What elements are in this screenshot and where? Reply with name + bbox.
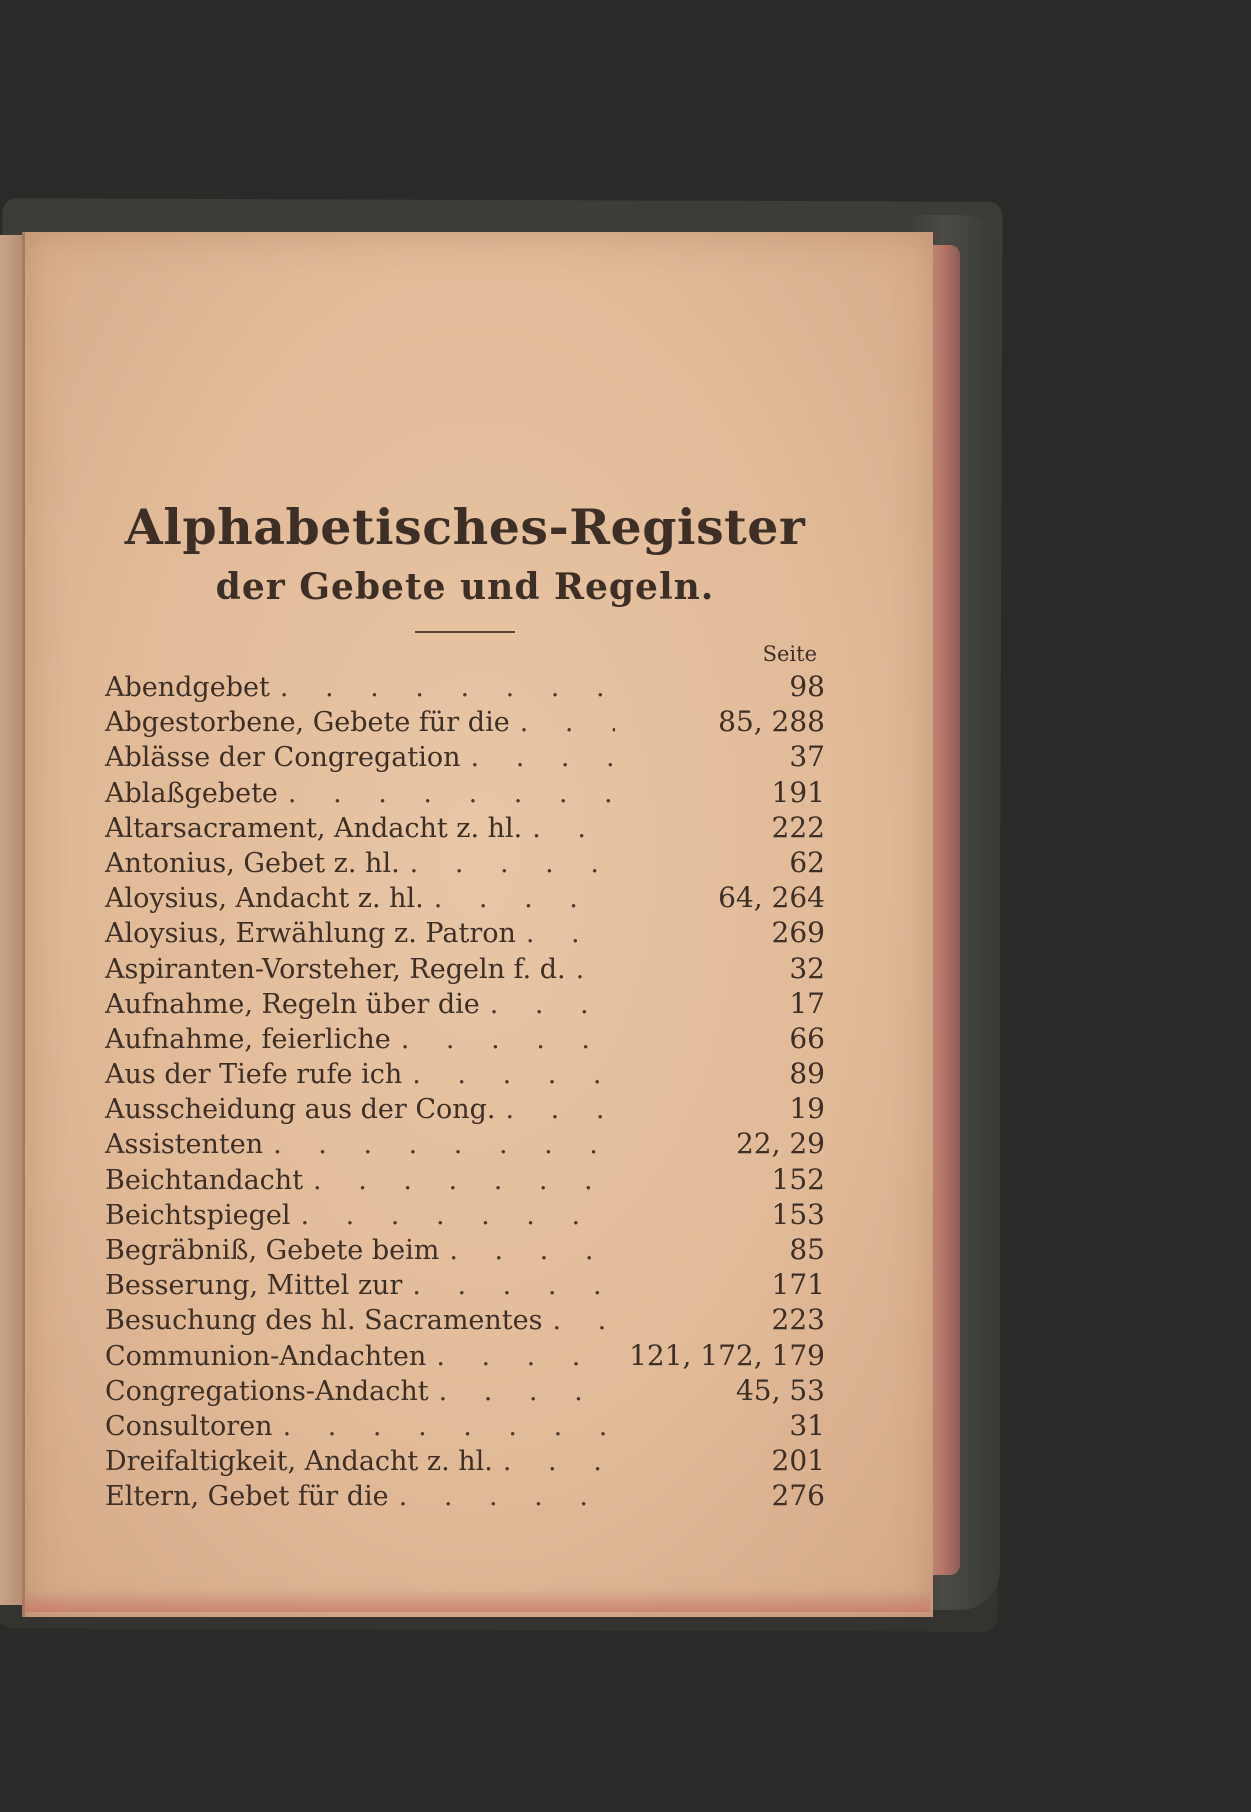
entry-label: Eltern, Gebet für die xyxy=(105,1481,389,1513)
entry-page-numbers: 22, 29 xyxy=(735,1127,825,1161)
entry-page-numbers: 37 xyxy=(789,740,825,774)
page-subtitle: der Gebete und Regeln. xyxy=(215,566,715,608)
list-item xyxy=(105,1443,825,1478)
list-item xyxy=(105,951,825,986)
list-item xyxy=(105,1302,825,1337)
entry-label: Aloysius, Andacht z. hl. xyxy=(105,883,424,915)
list-item xyxy=(105,880,825,915)
list-item xyxy=(105,1197,825,1232)
entry-label: Altarsacrament, Andacht z. hl. xyxy=(105,812,523,844)
list-item xyxy=(105,1162,825,1197)
entry-page-numbers: 19 xyxy=(789,1092,825,1126)
dot-leader xyxy=(410,846,615,881)
entry-page-numbers: 201 xyxy=(771,1444,825,1478)
entry-page-numbers: 85, 288 xyxy=(718,705,825,739)
list-item xyxy=(105,1408,825,1443)
list-item xyxy=(105,1478,825,1513)
list-item xyxy=(105,1056,825,1091)
entry-label: Besserung, Mittel zur xyxy=(105,1270,403,1302)
list-item xyxy=(105,704,825,739)
entry-label: Antonius, Gebet z. hl. xyxy=(105,847,400,879)
dot-leader xyxy=(412,1057,615,1092)
column-header-seite: Seite xyxy=(762,642,817,666)
entry-label: Besuchung des hl. Sacramentes xyxy=(105,1305,543,1337)
entry-label: Aloysius, Erwählung z. Patron xyxy=(105,918,516,950)
page-title: Alphabetisches-Register xyxy=(124,498,806,556)
list-item xyxy=(105,1232,825,1267)
entry-label: Congregations-Andacht xyxy=(105,1375,429,1407)
dot-leader xyxy=(412,1268,615,1303)
entry-page-numbers: 98 xyxy=(789,670,825,703)
dot-leader xyxy=(532,811,615,846)
entry-page-numbers: 45, 53 xyxy=(735,1373,825,1407)
list-item xyxy=(105,1267,825,1302)
dot-leader xyxy=(288,776,615,811)
list-item xyxy=(105,986,825,1021)
page-bottom-stain xyxy=(22,1590,930,1612)
entry-page-numbers: 152 xyxy=(771,1162,825,1196)
dot-leader xyxy=(471,740,615,775)
entry-label: Aus der Tiefe rufe ich xyxy=(105,1059,403,1091)
entry-page-numbers: 171 xyxy=(771,1268,825,1302)
dot-leader xyxy=(434,881,615,916)
entry-label: Dreifaltigkeit, Andacht z. hl. xyxy=(105,1446,493,1478)
entry-page-numbers: 222 xyxy=(771,810,825,844)
list-item xyxy=(105,739,825,774)
list-item xyxy=(105,775,825,810)
entry-page-numbers: 153 xyxy=(771,1197,825,1231)
entry-label: Communion-Andachten xyxy=(105,1340,427,1372)
dot-leader xyxy=(436,1339,615,1374)
list-item xyxy=(105,810,825,845)
list-item xyxy=(105,669,825,704)
entry-page-numbers: 31 xyxy=(789,1408,825,1442)
entry-page-numbers: 62 xyxy=(789,845,825,879)
entry-label: Aspiranten-Vorsteher, Regeln f. d. xyxy=(105,953,566,985)
title-divider xyxy=(415,631,515,633)
entry-label: Beichtspiegel xyxy=(105,1199,291,1231)
dot-leader xyxy=(552,1303,615,1338)
entry-page-numbers: 66 xyxy=(789,1021,825,1055)
entry-label: Begräbniß, Gebete beim xyxy=(105,1235,440,1266)
facing-page-edge xyxy=(0,235,24,1605)
list-item xyxy=(105,1373,825,1408)
entry-page-numbers: 85 xyxy=(789,1233,825,1266)
dot-leader xyxy=(283,1409,615,1444)
entry-label: Consultoren xyxy=(105,1410,273,1442)
entry-label: Abendgebet xyxy=(105,672,270,703)
entry-label: Beichtandacht xyxy=(105,1164,304,1196)
list-item xyxy=(105,1338,825,1373)
register-list xyxy=(105,669,825,1514)
entry-label: Abgestorbene, Gebete für die xyxy=(105,707,510,739)
entry-page-numbers: 32 xyxy=(789,951,825,985)
dot-leader xyxy=(490,987,615,1022)
entry-page-numbers: 89 xyxy=(789,1057,825,1091)
entry-page-numbers: 191 xyxy=(771,775,825,809)
dot-leader xyxy=(300,1198,615,1233)
dot-leader xyxy=(280,670,615,705)
entry-page-numbers: 223 xyxy=(771,1303,825,1337)
list-item xyxy=(105,1126,825,1161)
dot-leader xyxy=(526,916,615,951)
dot-leader xyxy=(401,1022,615,1057)
list-item xyxy=(105,1091,825,1126)
list-item xyxy=(105,845,825,880)
entry-page-numbers: 64, 264 xyxy=(718,881,825,915)
dot-leader xyxy=(449,1233,615,1268)
entry-page-numbers: 276 xyxy=(771,1479,825,1513)
list-item xyxy=(105,1021,825,1056)
entry-page-numbers: 121, 172, 179 xyxy=(629,1338,825,1372)
entry-label: Ablässe der Congregation xyxy=(105,742,461,774)
dot-leader xyxy=(576,952,615,987)
list-item xyxy=(105,915,825,950)
entry-label: Ausscheidung aus der Cong. xyxy=(105,1094,496,1126)
entry-page-numbers: 269 xyxy=(771,916,825,950)
dot-leader xyxy=(506,1092,616,1127)
dot-leader xyxy=(503,1444,615,1479)
entry-label: Assistenten xyxy=(105,1129,264,1161)
dot-leader xyxy=(313,1163,615,1198)
dot-leader xyxy=(520,705,615,740)
register-content xyxy=(105,495,825,1514)
dot-leader xyxy=(273,1127,615,1162)
entry-label: Aufnahme, feierliche xyxy=(105,1023,391,1055)
entry-label: Ablaßgebete xyxy=(105,777,278,809)
dot-leader xyxy=(399,1479,615,1514)
entry-label: Aufnahme, Regeln über die xyxy=(105,988,480,1020)
dot-leader xyxy=(439,1374,615,1409)
entry-page-numbers: 17 xyxy=(789,986,825,1020)
